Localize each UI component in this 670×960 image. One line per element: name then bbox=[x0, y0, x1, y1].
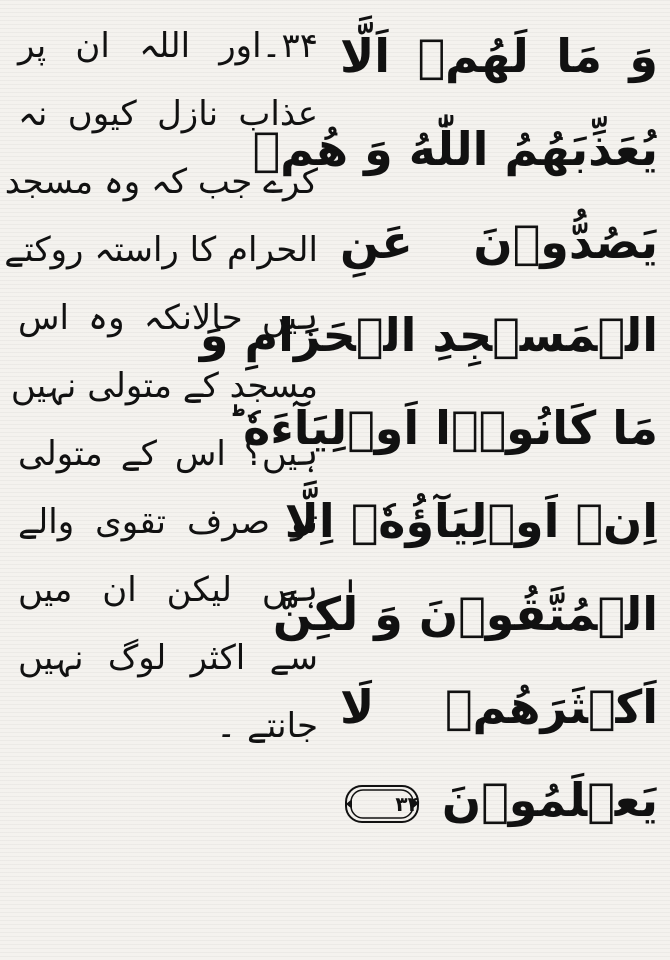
arabic-line: یَصُدُّوۡنَ عَنِ bbox=[340, 215, 658, 269]
ayah-number: ۳۴ bbox=[395, 791, 420, 816]
ayah-end-marker-icon bbox=[344, 782, 420, 826]
urdu-line: مسجد کے متولی نہیں bbox=[10, 366, 318, 406]
urdu-line: ۳۴۔اور اللہ ان پر bbox=[18, 26, 318, 66]
arabic-line: اَكۡثَرَهُمۡ لَا bbox=[340, 680, 658, 734]
arabic-line: یُعَذِّبَهُمُ اللّٰهُ وَ هُمۡ bbox=[252, 122, 658, 176]
urdu-line: تو صرف تقوی والے bbox=[18, 502, 318, 542]
arabic-line: الۡمُتَّقُوۡنَ وَ لٰكِنَّ bbox=[272, 587, 658, 641]
arabic-line: مَا كَانُوۡۤا اَوۡلِیَآءَهٗ ؕ bbox=[227, 401, 658, 455]
urdu-line: الحرام کا راستہ روکتے bbox=[4, 230, 318, 270]
arabic-line: الۡمَسۡجِدِ الۡحَرَامِ وَ bbox=[199, 308, 658, 362]
urdu-line: ہیں؟ اس کے متولی bbox=[18, 434, 318, 474]
urdu-line: عذاب نازل کیوں نہ bbox=[18, 94, 318, 134]
urdu-line: جانتے ۔ bbox=[216, 706, 318, 746]
urdu-line: کرے جب کہ وہ مسجد bbox=[4, 162, 318, 202]
urdu-line: ہیں حالانکہ وہ اس bbox=[18, 298, 318, 338]
arabic-line: وَ مَا لَهُمۡ اَلَّا bbox=[340, 29, 658, 83]
arabic-final-word: یَعۡلَمُوۡنَ bbox=[441, 773, 658, 827]
arabic-line-final bbox=[340, 754, 658, 847]
urdu-line: سے اکثر لوگ نہیں bbox=[18, 638, 318, 678]
arabic-line: اِنۡ اَوۡلِیَآؤُهٗۤ اِلَّا bbox=[284, 494, 658, 548]
urdu-line: ہیں لیکن ان میں bbox=[18, 570, 318, 610]
urdu-translation-column bbox=[4, 12, 318, 952]
